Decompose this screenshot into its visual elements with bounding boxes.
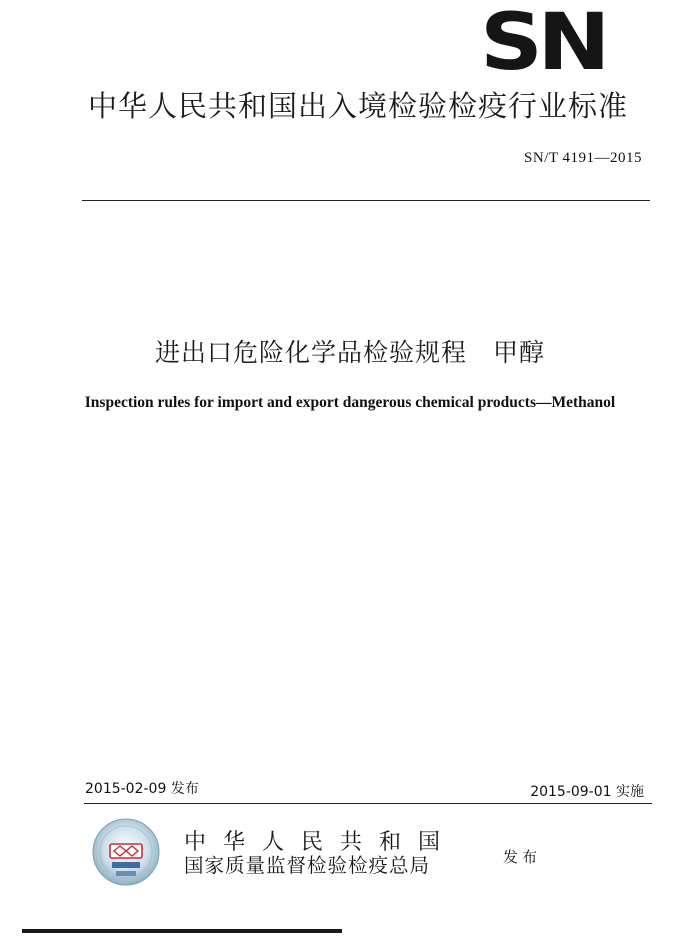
standard-category-title: 中华人民共和国出入境检验检疫行业标准 (88, 89, 629, 123)
bottom-divider (84, 803, 652, 804)
implementation-date: 2015-09-01 实施 (530, 784, 644, 800)
standard-number: SN/T 4191—2015 (524, 150, 642, 166)
sn-logo: SN (480, 0, 605, 88)
anti-counterfeit-seal-icon (92, 818, 160, 886)
document-title-chinese: 进出口危险化学品检验规程 甲醇 (154, 338, 545, 367)
document-title-english: Inspection rules for import and export dangerous chemical products—Methanol (84, 394, 616, 411)
issue-date: 2015-02-09 发布 (85, 781, 199, 797)
top-divider (82, 200, 650, 201)
issuer-name-line1: 中华人民共和国 (184, 830, 458, 855)
footer-bar (22, 929, 342, 933)
issue-label: 发布 (503, 848, 542, 866)
issuer-name-line2: 国家质量监督检验检疫总局 (184, 854, 431, 877)
